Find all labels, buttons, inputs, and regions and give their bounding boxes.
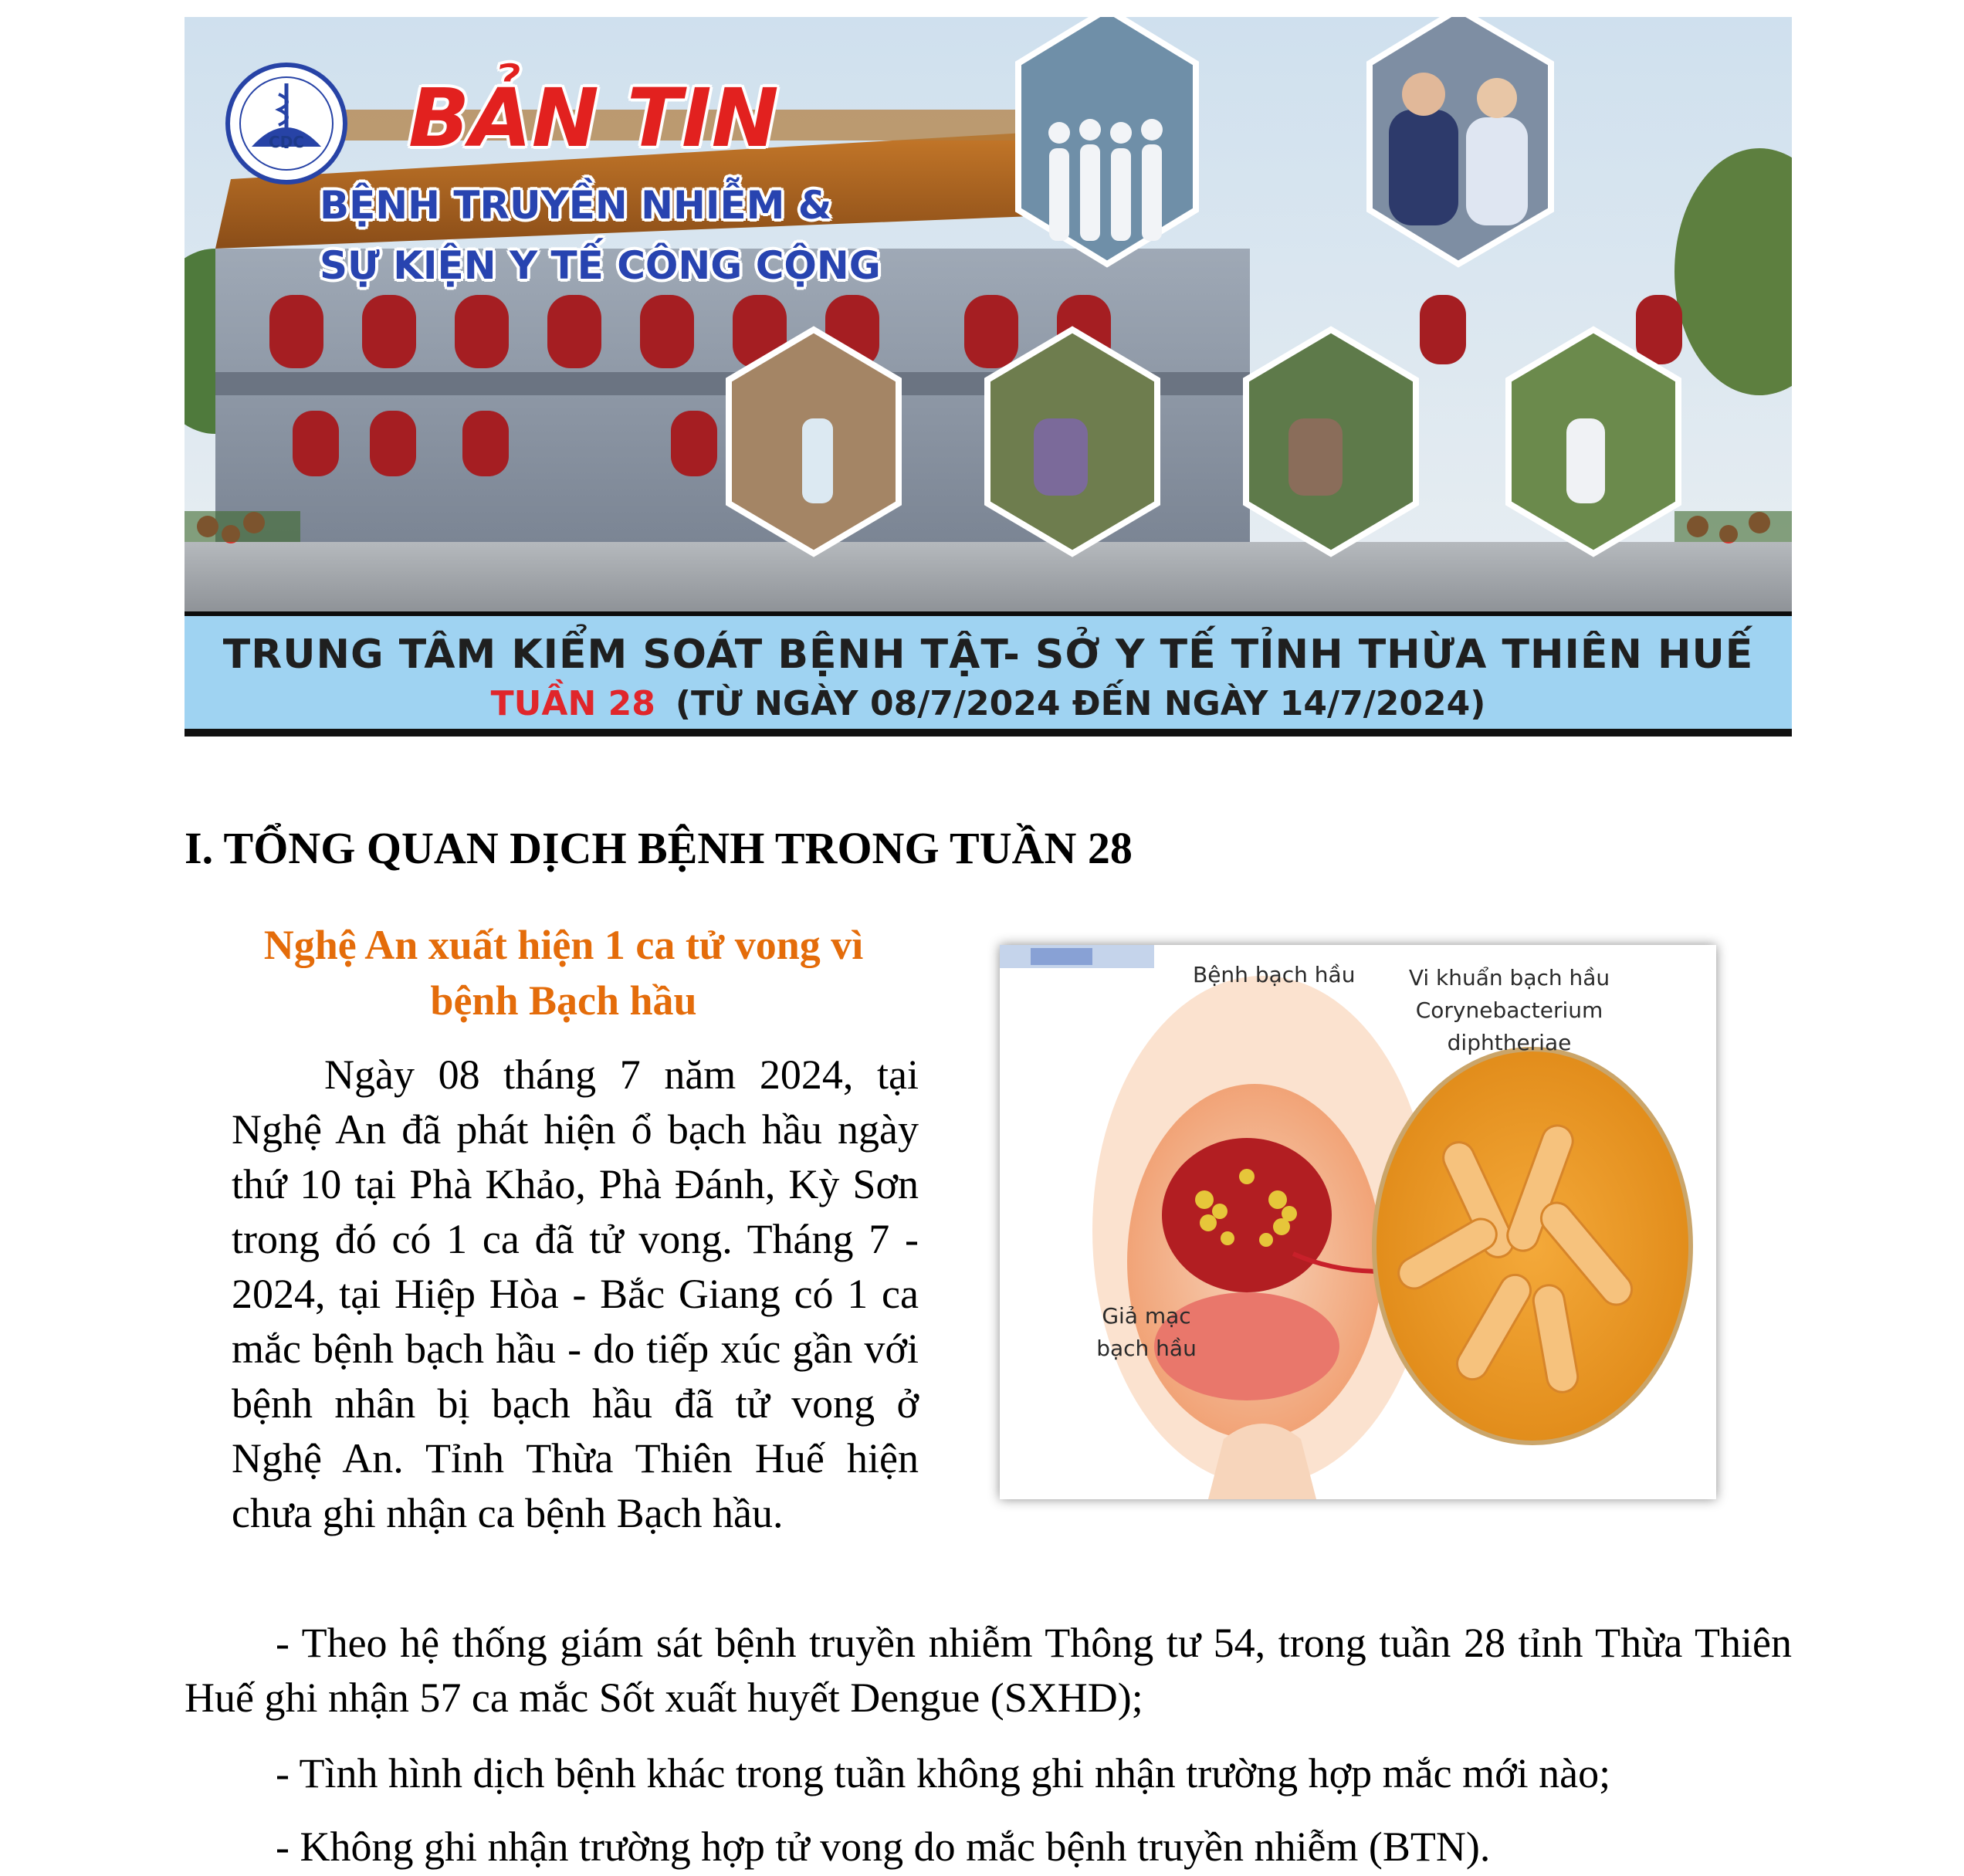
diphtheria-figure <box>1000 945 1716 1499</box>
figure-label-pseudomembrane-line2: bạch hầu <box>1096 1336 1197 1361</box>
figure-label-bacteria-line2: Corynebacterium diphtheriae <box>1415 997 1603 1055</box>
figure-label-pseudomembrane <box>1092 1300 1200 1365</box>
figure-label-pseudomembrane-line1: Giả mạc <box>1102 1303 1191 1329</box>
section-heading: I. TỔNG QUAN DỊCH BỆNH TRONG TUẦN 28 <box>185 823 1133 873</box>
cdc-logo <box>225 62 348 185</box>
date-range: (TỪ NGÀY 08/7/2024 ĐẾN NGÀY 14/7/2024) <box>675 684 1486 723</box>
figure-label-disease: Bệnh bạch hầu <box>1193 962 1356 987</box>
news-body: Ngày 08 tháng 7 năm 2024, tại Nghệ An đã phát hiện ổ bạch hầu ngày thứ 10 tại Phà Khảo, Phà Đánh, Kỳ Sơn trong đó có 1 ca đã tử vong. Tháng 7 - 2024, tại Hiệp Hòa - Bắc Giang có 1 ca mắc bệnh bạch hầu - do tiếp xúc gần với bệnh nhân bị bạch hầu đã tử vong ở Nghệ An. Tỉnh Thừa Thiên Huế hiện chưa ghi nhận ca bệnh Bạch hầu. <box>232 1051 919 1536</box>
summary-bullet-dengue: - Theo hệ thống giám sát bệnh truyền nhiễm Thông tư 54, trong tuần 28 tỉnh Thừa Thiên Huế ghi nhận 57 ca mắc Sốt xuất huyết Dengue (SXHD); <box>185 1620 1792 1721</box>
week-line <box>185 684 1792 723</box>
news-title: Nghệ An xuất hiện 1 ca tử vong vì bệnh Bạch hầu <box>263 922 864 1024</box>
banner-bottom-rule <box>185 729 1792 737</box>
banner-title: BẢN TIN <box>408 71 779 165</box>
banner-subtitle-line1: BỆNH TRUYỀN NHIỄM & <box>320 183 832 228</box>
figure-label-bacteria-line1: Vi khuẩn bạch hầu <box>1408 965 1610 990</box>
week-label: TUẦN 28 <box>490 684 655 723</box>
figure-label-bacteria <box>1363 962 1656 1059</box>
organization-name: TRUNG TÂM KIỂM SOÁT BỆNH TẬT- SỞ Y TẾ TỈNH THỪA THIÊN HUẾ <box>222 632 1754 678</box>
cdc-logo-text: CDC <box>269 133 304 151</box>
bulletin-banner <box>185 17 1792 737</box>
banner-info-strip <box>185 611 1792 737</box>
banner-subtitle-line2: SỰ KIỆN Y TẾ CÔNG CỘNG <box>320 243 881 288</box>
summary-bullet-other-diseases: - Tình hình dịch bệnh khác trong tuần không ghi nhận trường hợp mắc mới nào; <box>276 1750 1611 1796</box>
summary-bullet-deaths: - Không ghi nhận trường hợp tử vong do mắc bệnh truyền nhiễm (BTN). <box>276 1824 1491 1870</box>
